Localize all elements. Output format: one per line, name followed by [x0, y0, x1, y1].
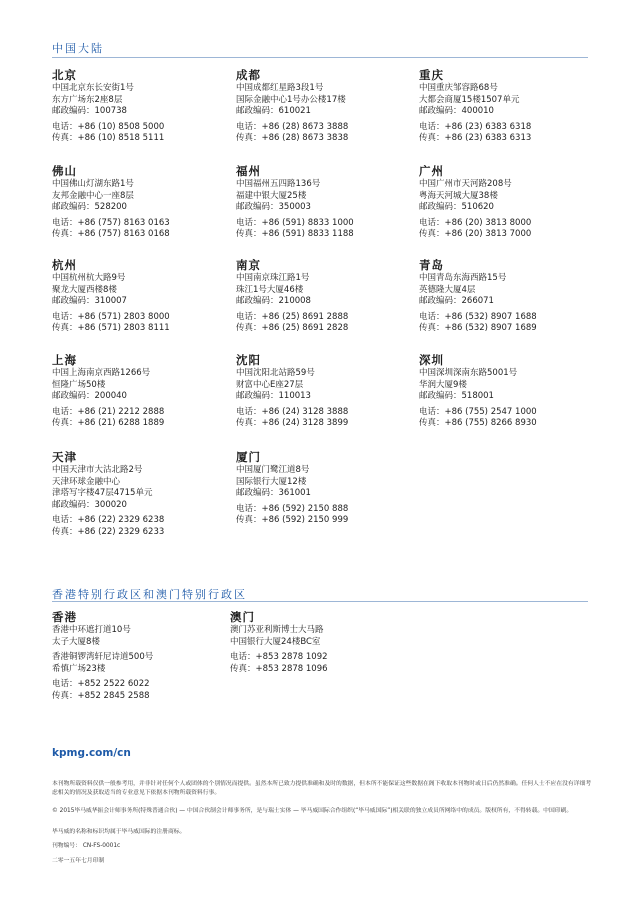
office-address-line: 中国青岛东海西路15号	[419, 273, 507, 283]
office-address-line: 聚龙大厦西楼8楼	[52, 284, 117, 295]
office-block	[236, 353, 411, 430]
office-city: 佛山	[52, 164, 77, 178]
office-address-line: 珠江1号大厦46楼	[236, 284, 304, 295]
office-address-line: 中国北京东长安街1号	[52, 83, 134, 93]
office-address-line: 中国南京珠江路1号	[236, 273, 310, 283]
office-address-line: 邮政编码：510620	[419, 202, 494, 212]
office-address-line: 恒隆广场50楼	[52, 379, 106, 390]
office-address-line: 中国杭州杭大路9号	[52, 273, 126, 283]
office-phone: 电话：+86 (757) 8163 0163	[52, 217, 170, 228]
office-block	[419, 164, 594, 241]
office-address-line: 邮政编码：110013	[236, 391, 311, 401]
office-city: 香港	[52, 610, 77, 624]
office-city: 北京	[52, 68, 77, 82]
office-fax: 传真：+853 2878 1096	[230, 663, 328, 674]
office-address-line: 太子大厦8楼	[52, 636, 100, 647]
office-address-line: 邮政编码：350003	[236, 202, 311, 212]
office-phone: 电话：+86 (22) 2329 6238	[52, 515, 165, 525]
section-divider	[52, 601, 588, 602]
office-address-line: 中国佛山灯湖东路1号	[52, 179, 134, 189]
office-phone: 电话：+86 (20) 3813 8000	[419, 217, 532, 228]
office-address-line: 中国天津市大沽北路2号	[52, 465, 143, 475]
office-city: 青岛	[419, 258, 444, 272]
office-block	[419, 68, 594, 145]
office-address-line: 中国沈阳北站路59号	[236, 368, 315, 378]
office-address-line: 中国银行大厦24楼BC室	[230, 636, 321, 647]
office-address-line: 希慎广场23楼	[52, 663, 106, 674]
office-address-line: 中国厦门鹭江道8号	[236, 465, 310, 475]
office-address-line: 邮政编码：100738	[52, 106, 127, 116]
office-address-line: 邮政编码：266071	[419, 296, 494, 306]
copyright-text: © 2015毕马威华振会计师事务所(特殊普通合伙) — 中国合伙制会计师事务所，是与瑞士实体 — 毕马威国际合作组织(“毕马威国际”)相关联的独立成员所网络中的成员。版权所有，不得转载。中国印刷。	[52, 808, 573, 814]
office-phone: 电话：+86 (571) 2803 8000	[52, 311, 170, 322]
office-address-line: 友邦金融中心一座8层	[52, 190, 134, 201]
office-address-line: 邮政编码：610021	[236, 106, 311, 116]
office-phone: 电话：+86 (25) 8691 2888	[236, 311, 349, 322]
mainland-section-title: 中国大陆	[52, 42, 104, 55]
office-phone: 电话：+86 (23) 6383 6318	[419, 121, 532, 132]
office-address-line: 邮政编码：300020	[52, 499, 127, 510]
office-block	[52, 164, 227, 241]
office-address-line: 邮政编码：528200	[52, 202, 127, 212]
office-address-line: 大都会商厦15楼1507单元	[419, 94, 520, 105]
office-address-line: 澳门苏亚利斯博士大马路	[230, 625, 324, 635]
office-city: 福州	[236, 164, 261, 178]
office-block	[230, 610, 405, 675]
office-address-line: 财富中心E座27层	[236, 379, 304, 390]
kpmg-link[interactable]: kpmg.com/cn	[52, 747, 131, 759]
office-fax: 传真：+86 (23) 6383 6313	[419, 133, 532, 143]
office-address-line: 福建中银大厦25楼	[236, 190, 307, 201]
office-block	[52, 353, 227, 430]
office-phone: 电话：+86 (592) 2150 888	[236, 503, 349, 514]
office-fax: 传真：+86 (10) 8518 5111	[52, 133, 165, 143]
office-address-line: 中国福州五四路136号	[236, 179, 321, 189]
office-fax: 传真：+86 (591) 8833 1188	[236, 229, 354, 239]
office-fax: 传真：+86 (28) 8673 3838	[236, 133, 349, 143]
office-address-line: 邮政编码：518001	[419, 391, 494, 401]
publication-number: 刊物编号： CN-FS-0001c	[52, 843, 121, 849]
office-address-line: 邮政编码：400010	[419, 106, 494, 116]
office-city: 深圳	[419, 353, 444, 367]
office-fax: 传真：+852 2845 2588	[52, 690, 150, 701]
office-fax: 传真：+86 (21) 6288 1889	[52, 418, 165, 428]
office-phone: 电话：+853 2878 1092	[230, 652, 328, 662]
office-address-line: 英德隆大厦4层	[419, 284, 476, 295]
office-address-line: 天津环球金融中心	[52, 476, 121, 487]
office-address-line: 邮政编码：361001	[236, 488, 311, 498]
office-address-line: 华润大厦9楼	[419, 379, 467, 390]
office-city: 南京	[236, 258, 261, 272]
office-address-line: 邮政编码：200040	[52, 391, 127, 401]
trademark-text: 毕马威的名称和标识均属于毕马威国际的注册商标。	[52, 829, 186, 835]
office-city: 重庆	[419, 68, 444, 82]
office-phone: 电话：+86 (21) 2212 2888	[52, 406, 165, 417]
office-address-line: 中国深圳深南东路5001号	[419, 368, 518, 378]
office-fax: 传真：+86 (592) 2150 999	[236, 515, 349, 525]
office-address-line: 中国成都红星路3段1号	[236, 83, 324, 93]
office-address-line: 邮政编码：210008	[236, 296, 311, 306]
office-phone: 电话：+86 (28) 8673 3888	[236, 121, 349, 132]
office-city: 天津	[52, 450, 77, 464]
office-block	[419, 258, 594, 335]
office-block	[52, 610, 227, 702]
office-city: 成都	[236, 68, 261, 82]
office-fax: 传真：+86 (757) 8163 0168	[52, 229, 170, 239]
office-block	[236, 164, 411, 241]
office-phone: 电话：+852 2522 6022	[52, 679, 150, 689]
office-block	[236, 68, 411, 145]
office-phone: 电话：+86 (24) 3128 3888	[236, 406, 349, 417]
office-fax: 传真：+86 (755) 8266 8930	[419, 418, 537, 428]
office-address-line: 香港铜锣湾轩尼诗道500号	[52, 652, 154, 662]
office-block	[236, 450, 411, 527]
hkmacau-section-title: 香港特别行政区和澳门特别行政区	[52, 588, 247, 601]
office-fax: 传真：+86 (532) 8907 1689	[419, 323, 537, 333]
office-phone: 电话：+86 (591) 8833 1000	[236, 217, 354, 228]
office-phone: 电话：+86 (532) 8907 1688	[419, 311, 537, 322]
section-divider	[52, 57, 588, 58]
office-block	[52, 68, 227, 145]
office-block	[419, 353, 594, 430]
office-city: 广州	[419, 164, 444, 178]
disclaimer-text: 本刊物所载资料仅供一般参考用，并非针对任何个人或团体的个别情况而提供。虽然本所已致力提供准确和及时的数据，但本所不能保证这些数据在阁下收取本刊物时或日后仍然准确。任何人士不应在没有详细考虑相关的情况及获取适当的专业意见下依据本刊物所载资料行事。	[52, 781, 592, 796]
office-city: 杭州	[52, 258, 77, 272]
office-fax: 传真：+86 (20) 3813 7000	[419, 229, 532, 239]
office-phone: 电话：+86 (10) 8508 5000	[52, 121, 165, 132]
office-address-line: 中国广州市天河路208号	[419, 179, 512, 189]
office-address-line: 中国上海南京西路1266号	[52, 368, 151, 378]
office-block	[52, 258, 227, 335]
office-block	[52, 450, 227, 538]
office-address-line: 津塔写字楼47层4715单元	[52, 488, 153, 498]
office-phone: 电话：+86 (755) 2547 1000	[419, 406, 537, 417]
office-city: 厦门	[236, 450, 261, 464]
office-fax: 传真：+86 (22) 2329 6233	[52, 526, 165, 537]
office-fax: 传真：+86 (571) 2803 8111	[52, 323, 170, 333]
office-address-line: 中国重庆邹容路68号	[419, 83, 498, 93]
office-address-line: 东方广场东2座8层	[52, 94, 123, 105]
office-address-line: 邮政编码：310007	[52, 296, 127, 306]
office-city: 澳门	[230, 610, 255, 624]
office-block	[236, 258, 411, 335]
office-address-line: 香港中环遮打道10号	[52, 625, 131, 635]
office-fax: 传真：+86 (25) 8691 2828	[236, 323, 349, 333]
office-address-line: 国际金融中心1号办公楼17楼	[236, 94, 346, 105]
office-city: 沈阳	[236, 353, 261, 367]
office-fax: 传真：+86 (24) 3128 3899	[236, 418, 349, 428]
office-address-line: 国际银行大厦12楼	[236, 476, 307, 487]
office-address-line: 粤海天河城大厦38楼	[419, 190, 498, 201]
office-city: 上海	[52, 353, 77, 367]
print-date: 二零一五年七月印制	[52, 858, 105, 864]
